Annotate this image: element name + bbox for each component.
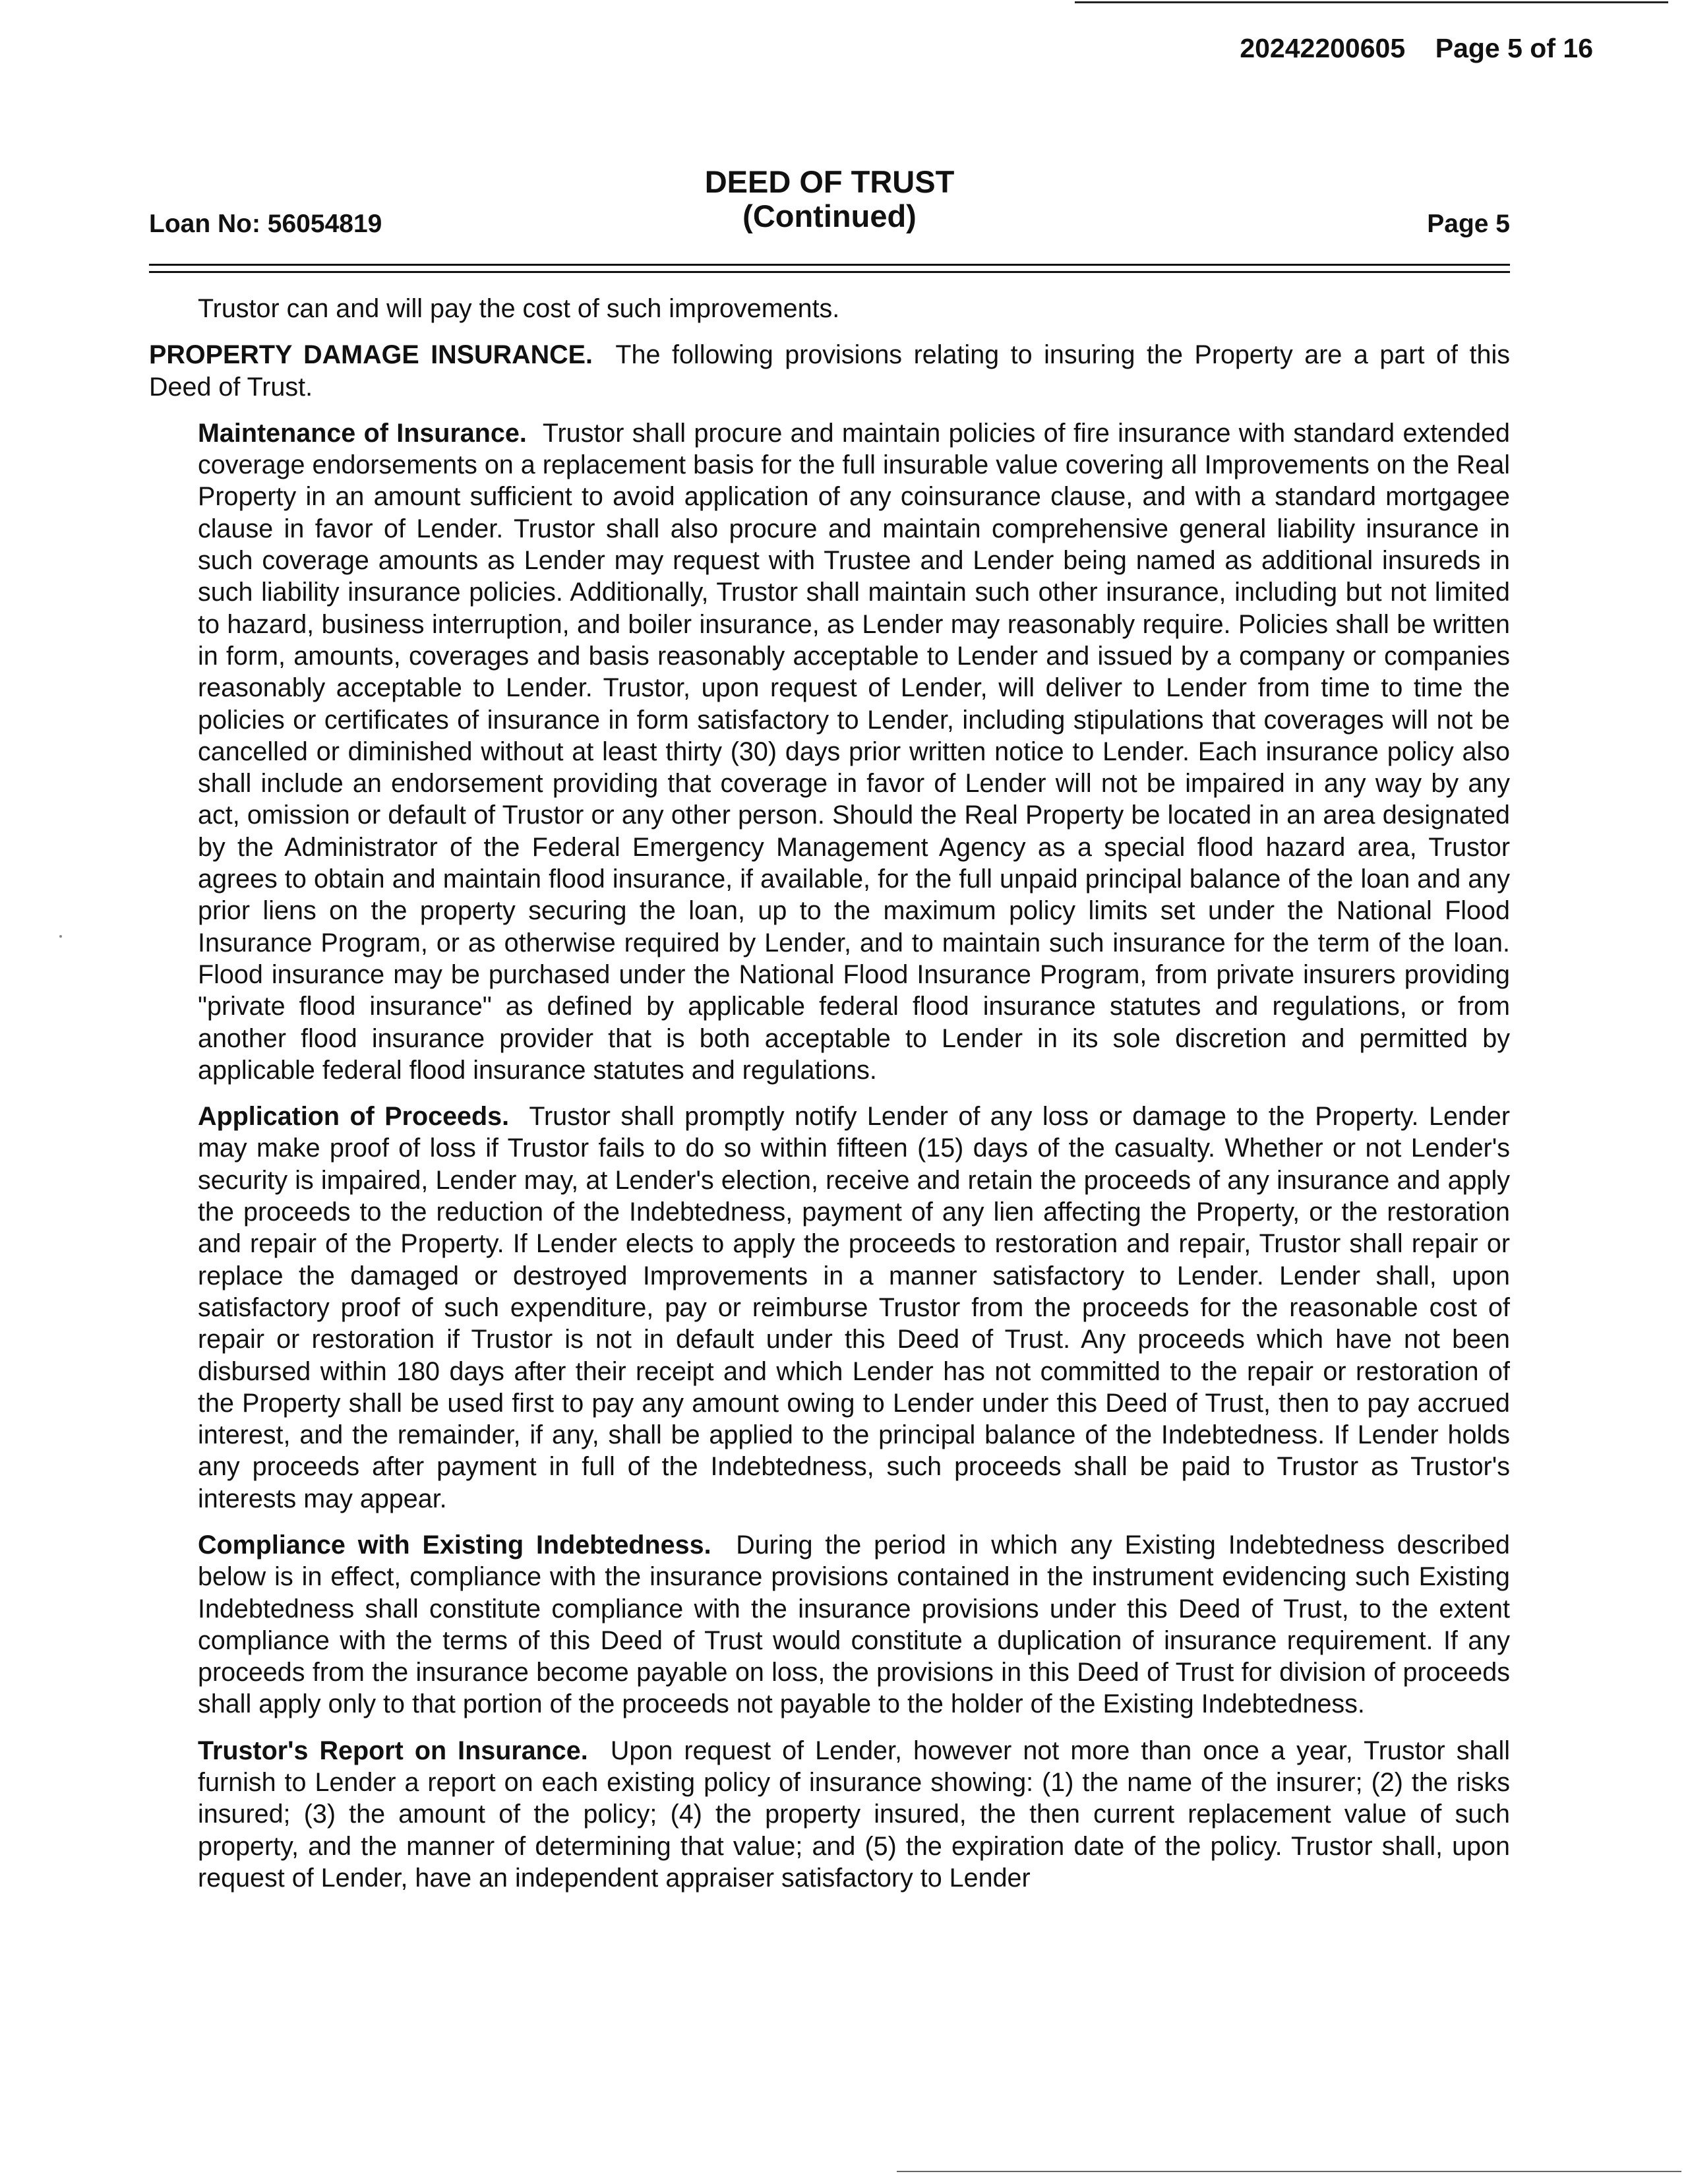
paragraph-maintenance-of-insurance [149,417,1510,1086]
paragraph-heading: Trustor's Report on Insurance. [198,1736,588,1765]
paragraph-text: During the period in which any Existing Indebtedness described below is in effect, compliance with the insurance provisions contained in the instrument evidencing such Existing Indebtedness shall constitute compliance with the insurance provisions under this Deed of Trust, to the extent compliance with the terms of this Deed of Trust would constitute a duplication of insurance requirement. If any proceeds from the insurance become payable on loss, the provisions in this Deed of Trust for division of proceeds shall apply only to that portion of the proceeds not payable to the holder of the Existing Indebtedness. [198,1530,1510,1719]
section-text: The following provisions relating to insuring the Property are a part of this Deed of Trust. [149,340,1510,402]
bottom-scan-rule [897,2171,1681,2172]
title-line-1: DEED OF TRUST [704,164,955,199]
document-header [149,165,1510,241]
document-body [149,293,1510,1908]
page-number: Page 5 [1427,210,1510,238]
recording-reference [1240,33,1593,64]
paragraph-heading: Maintenance of Insurance. [198,418,527,448]
page-of-total: Page 5 of 16 [1435,33,1593,63]
paragraph-text: Trustor shall procure and maintain policies of fire insurance with standard extended coverage endorsements on a replacement basis for the full insurable value covering all Improvements on the Real Property in an amount sufficient to avoid application of any coinsurance clause, and with a standard mortgagee clause in favor of Lender. Trustor shall also procure and maintain comprehensive general liability insurance in such coverage amounts as Lender may request with Trustee and Lender being named as additional insureds in such liability insurance policies. Additionally, Trustor shall maintain such other insurance, including but not limited to hazard, business interruption, and boiler insurance, as Lender may reasonably require. Policies shall be written in form, amounts, coverages and basis reasonably acceptable to Lender and issued by a company or companies reasonably acceptable to Lender. Trustor, upon request of Lender, will deliver to Lender from time to time the policies or certificates of insurance in form satisfactory to Lender, including stipulations that coverages will not be cancelled or diminished without at least thirty (30) days prior written notice to Lender. Each insurance policy also shall include an endorsement providing that coverage in favor of Lender will not be impaired in any way by any act, omission or default of Trustor or any other person. Should the Real Property be located in an area designated by the Administrator of the Federal Emergency Management Agency as a special flood hazard area, Trustor agrees to obtain and maintain flood insurance, if available, for the full unpaid principal balance of the loan and any prior liens on the property securing the loan, up to the maximum policy limits set under the National Flood Insurance Program, or as otherwise required by Lender, and to maintain such insurance for the term of the loan. Flood insurance may be purchased under the National Flood Insurance Program, from private insurers providing "private flood insurance" as defined by applicable federal flood insurance statutes and regulations, or from another flood insurance provider that is both acceptable to Lender in its sole discretion and permitted by applicable federal flood insurance statutes and regulations. [198,418,1510,1085]
document-title [149,165,1510,233]
paragraph-trustors-report-on-insurance [149,1735,1510,1894]
recording-number: 20242200605 [1240,33,1406,63]
section-property-damage-insurance [149,339,1510,403]
section-heading: PROPERTY DAMAGE INSURANCE. [149,340,593,370]
top-scan-rule [1075,1,1668,3]
scan-speck [59,935,62,938]
paragraph-heading: Application of Proceeds. [198,1102,510,1132]
paragraph-application-of-proceeds [149,1101,1510,1515]
paragraph-heading: Compliance with Existing Indebtedness. [198,1530,711,1560]
loan-number: Loan No: 56054819 [149,210,382,238]
header-divider [149,264,1510,273]
continuation-paragraph: Trustor can and will pay the cost of such improvements. [198,294,840,323]
title-line-2: (Continued) [742,198,917,233]
paragraph-text: Upon request of Lender, however not more than once a year, Trustor shall furnish to Lender a report on each existing policy of insurance showing: (1) the name of the insurer; (2) the risks insured; (3) the amount of the policy; (4) the property insured, the then current replacement value of such property, and the manner of determining that value; and (5) the expiration date of the policy. Trustor shall, upon request of Lender, have an independent appraiser satisfactory to Lender [198,1736,1510,1893]
paragraph-compliance-existing-indebtedness [149,1529,1510,1720]
paragraph-text: Trustor shall promptly notify Lender of any loss or damage to the Property. Lender may make proof of loss if Trustor fails to do so within fifteen (15) days of the casualty. Whether or not Lender's security is impaired, Lender may, at Lender's election, receive and retain the proceeds of any insurance and apply the proceeds to the reduction of the Indebtedness, payment of any lien affecting the Property, or the restoration and repair of the Property. If Lender elects to apply the proceeds to restoration and repair, Trustor shall repair or replace the damaged or destroyed Improvements in a manner satisfactory to Lender. Lender shall, upon satisfactory proof of such expenditure, pay or reimburse Trustor from the proceeds for the reasonable cost of repair or restoration if Trustor is not in default under this Deed of Trust. Any proceeds which have not been disbursed within 180 days after their receipt and which Lender has not committed to the repair or restoration of the Property shall be used first to pay any amount owing to Lender under this Deed of Trust, then to pay accrued interest, and the remainder, if any, shall be applied to the principal balance of the Indebtedness. If Lender holds any proceeds after payment in full of the Indebtedness, such proceeds shall be paid to Trustor as Trustor's interests may appear. [198,1102,1510,1513]
